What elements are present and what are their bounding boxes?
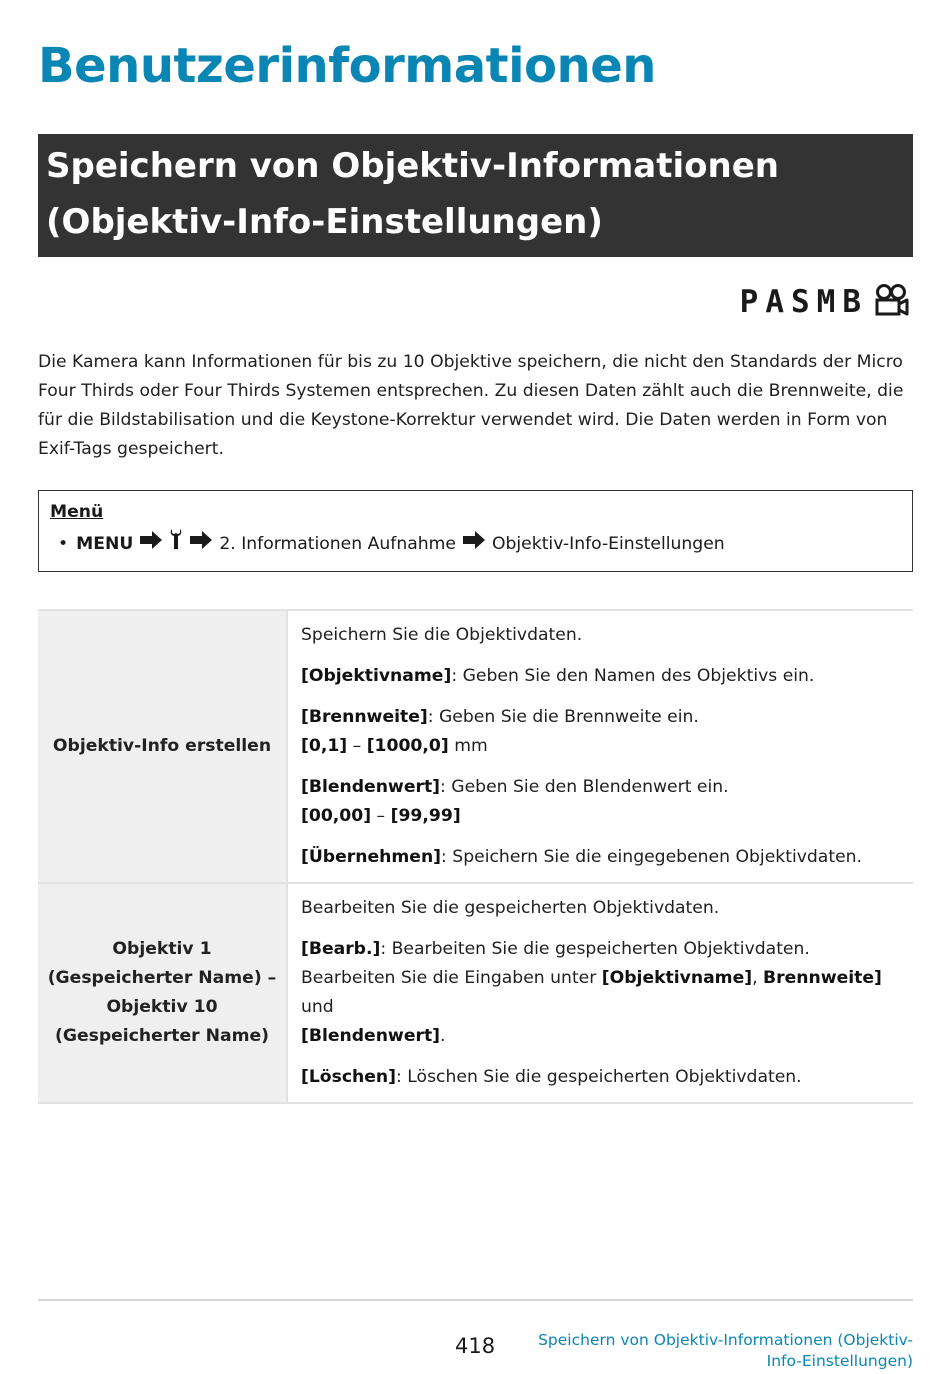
menu-step: 2. Informationen Aufnahme: [219, 533, 456, 554]
footer-divider: [38, 1299, 913, 1301]
menu-path: [50, 528, 901, 559]
menu-item: Objektiv-Info-Einstellungen: [491, 533, 725, 554]
settings-table: [38, 609, 913, 1104]
footer-section-link[interactable]: [513, 1330, 913, 1372]
menu-label: MENU: [76, 533, 134, 554]
table-row: [38, 883, 913, 1103]
page-number: 418: [455, 1334, 496, 1358]
row-description: [287, 883, 913, 1103]
intro-line: Exif-Tags gespeichert.: [38, 439, 224, 459]
intro-line: Four Thirds oder Four Thirds Systemen entsprechen. Zu diesen Daten zählt auch die Brennweite, die: [38, 381, 904, 401]
row-description: [287, 610, 913, 883]
menu-path-box: [38, 490, 913, 572]
option-focal-length: [Brennweite]: Geben Sie die Brennweite ein. [0,1] – [1000,0] mm: [301, 707, 699, 756]
row-intro: Speichern Sie die Objektivdaten.: [301, 625, 583, 645]
table-row: [38, 610, 913, 883]
section-title-line-1: Speichern von Objektiv-Informationen: [46, 146, 779, 186]
mode-letters: PASMB: [739, 284, 868, 320]
intro-line: für die Bildstabilisation und die Keystone-Korrektur verwendet wird. Die Daten werden in Form von: [38, 410, 888, 430]
shooting-modes: [740, 282, 910, 322]
movie-camera-icon: [874, 283, 910, 321]
section-title-line-2: (Objektiv-Info-Einstellungen): [46, 202, 603, 242]
wrench-icon: [169, 528, 183, 559]
arrow-right-icon: [139, 530, 163, 558]
option-edit: [Bearb.]: Bearbeiten Sie die gespeicherten Objektivdaten. Bearbeiten Sie die Eingaben unter [Objektivname], Brennweite] und [Blendenwert].: [301, 939, 882, 1046]
footer-link-line: Info-Einstellungen): [766, 1352, 913, 1370]
option-lens-name: [Objektivname]: Geben Sie den Namen des Objektivs ein.: [301, 666, 815, 686]
intro-paragraph: [38, 348, 913, 464]
option-apply: [Übernehmen]: Speichern Sie die eingegebenen Objektivdaten.: [301, 847, 863, 867]
intro-line: Die Kamera kann Informationen für bis zu 10 Objektive speichern, die nicht den Standards der Micro: [38, 352, 903, 372]
row-label: Objektiv 1 (Gespeicherter Name) – Objektiv 10 (Gespeicherter Name): [38, 883, 287, 1103]
option-delete: [Löschen]: Löschen Sie die gespeicherten Objektivdaten.: [301, 1067, 802, 1087]
bullet: •: [58, 533, 69, 554]
arrow-right-icon: [189, 530, 213, 558]
row-intro: Bearbeiten Sie die gespeicherten Objektivdaten.: [301, 898, 720, 918]
arrow-right-icon: [462, 530, 486, 558]
row-label: Objektiv-Info erstellen: [38, 610, 287, 883]
chapter-title: Benutzerinformationen: [38, 38, 656, 94]
section-title: [38, 134, 913, 257]
menu-heading: Menü: [50, 502, 104, 522]
option-aperture: [Blendenwert]: Geben Sie den Blendenwert ein. [00,00] – [99,99]: [301, 777, 729, 826]
footer-link-line: Speichern von Objektiv-Informationen (Objektiv-: [538, 1331, 913, 1349]
